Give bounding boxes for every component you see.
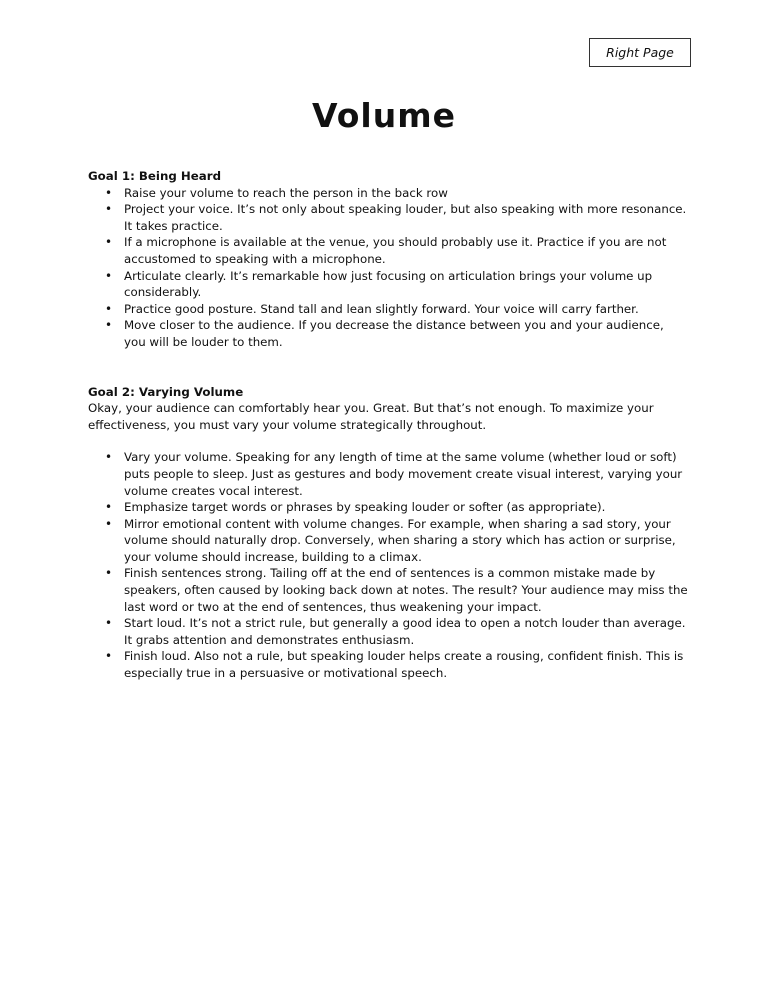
- goal2-list: [88, 449, 688, 681]
- page-title: Volume: [312, 96, 456, 135]
- list-item: • If a microphone is available at the venue, you should probably use it. Practice if you are not accustomed to speaking with a microphone.: [124, 234, 688, 267]
- list-item: • Vary your volume. Speaking for any length of time at the same volume (whether loud or soft) puts people to sleep. Just as gestures and body movement create visual interest, varying your volume creates vocal interest.: [124, 449, 688, 499]
- list-item: • Emphasize target words or phrases by speaking louder or softer (as appropriate).: [124, 499, 688, 516]
- list-item: • Finish sentences strong. Tailing off at the end of sentences is a common mistake made by speakers, often caused by looking back down at notes. The result? Your audience may miss the last word or two at the end of sentences, thus weakening your impact.: [124, 565, 688, 615]
- list-item: • Project your voice. It’s not only about speaking louder, but also speaking with more resonance. It takes practice.: [124, 201, 688, 234]
- goal2-heading: Goal 2: Varying Volume: [88, 384, 244, 399]
- list-item: • Raise your volume to reach the person in the back row: [124, 185, 688, 202]
- list-item: • Mirror emotional content with volume changes. For example, when sharing a sad story, your volume should naturally drop. Conversely, when sharing a story which has action or surprise, your volume should increase, building to a climax.: [124, 516, 688, 566]
- list-item: • Move closer to the audience. If you decrease the distance between you and your audience, you will be louder to them.: [124, 317, 688, 350]
- section-spacer: [88, 351, 688, 384]
- section-spacer: [88, 433, 688, 449]
- list-item: • Finish loud. Also not a rule, but speaking louder helps create a rousing, confident finish. This is especially true in a persuasive or motivational speech.: [124, 648, 688, 681]
- list-item: • Practice good posture. Stand tall and lean slightly forward. Your voice will carry farther.: [124, 301, 688, 318]
- page-label: Right Page: [589, 38, 691, 67]
- goal2-intro: Okay, your audience can comfortably hear you. Great. But that’s not enough. To maximize your effectiveness, you must vary your volume strategically throughout.: [88, 401, 654, 432]
- list-item: • Start loud. It’s not a strict rule, but generally a good idea to open a notch louder than average. It grabs attention and demonstrates enthusiasm.: [124, 615, 688, 648]
- goal1-heading: Goal 1: Being Heard: [88, 169, 222, 183]
- document-body: [88, 168, 688, 682]
- list-item: • Articulate clearly. It’s remarkable how just focusing on articulation brings your volume up considerably.: [124, 268, 688, 301]
- goal1-list: [88, 185, 688, 351]
